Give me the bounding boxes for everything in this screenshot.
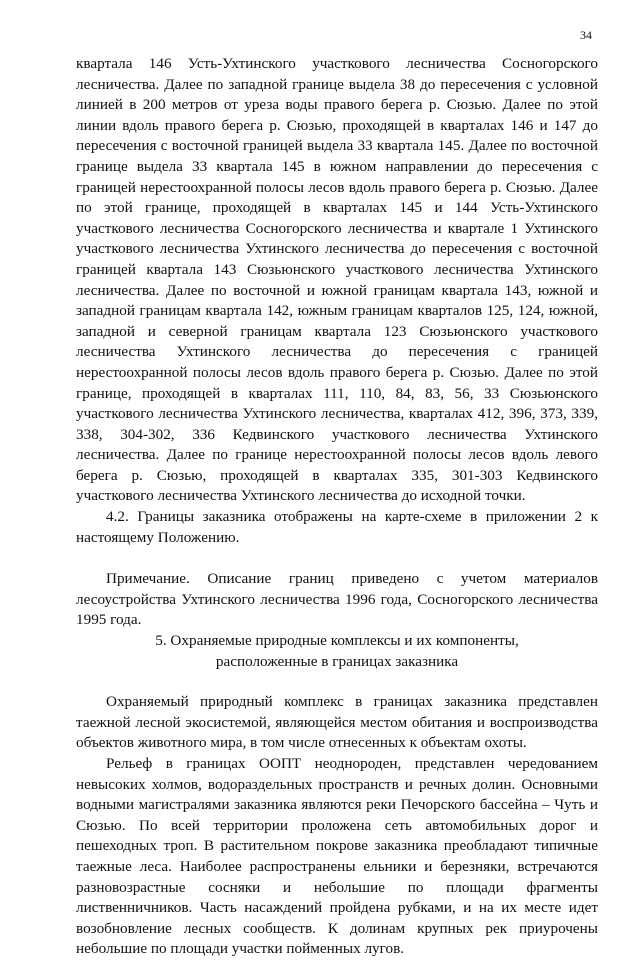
document-body	[76, 54, 598, 960]
page-number: 34	[580, 28, 592, 42]
section-heading-line-1: 5. Охраняемые природные комплексы и их компоненты,	[155, 632, 519, 650]
note-paragraph: Примечание. Описание границ приведено с учетом материалов лесоустройства Ухтинского лесничества 1996 года, Сосногорского лесничества 1995 года.	[76, 570, 598, 629]
section-heading-line-2: расположенные в границах заказника	[215, 652, 459, 670]
protected-complex-paragraph: Охраняемый природный комплекс в границах заказника представлен таежной лесной экосистемой, являющейся местом обитания и воспроизводства объектов животного мира, в том числе отнесенных к объектам охоты.	[76, 693, 598, 752]
relief-paragraph: Рельеф в границах ООПТ неоднороден, представлен чередованием невысоких холмов, водораздельных пространств и речных долин. Основными водными магистралями заказника являются реки Печорского бассейна – Чуть и Сюзью. По всей территории проложена сеть автомобильных дорог и пешеходных троп. В растительном покрове заказника преобладают типичные таежные леса. Наиболее распространены ельники и березняки, встречаются разновозрастные сосняки и небольшие по площади фрагменты лиственничников. Часть насаждений пройдена рубками, и на их месте идет возобновление лесных сообществ. К долинам крупных рек приурочены небольшие по площади участки пойменных лугов.	[76, 755, 598, 958]
boundary-description-paragraph: квартала 146 Усть-Ухтинского участкового лесничества Сосногорского лесничества. Далее по западной границе выдела 38 до пересечения с условной линией в 200 метров от уреза воды правого берега р. Сюзью. Далее по этой линии вдоль правого берега р. Сюзью, проходящей в кварталах 146 и 147 до пересечения с восточной границей выдела 33 квартала 145. Далее по восточной границе выдела 33 квартала 145 в южном направлении до пересечения с границей нерестоохранной полосы лесов вдоль правого берега р. Сюзью. Далее по этой границе, проходящей в кварталах 145 и 144 Усть-Ухтинского участкового лесничества Сосногорского лесничества и квартале 1 Ухтинского участкового лесничества Ухтинского лесничества до пересечения с восточной границей квартала 143 Сюзьюнского участкового лесничества Ухтинского лесничества. Далее по восточной и южной границам квартала 143, южной и западной границам квартала 142, южным границам кварталов 125, 124, южной, западной и северной границам квартала 123 Сюзьюнского участкового лесничества Ухтинского лесничества до пересечения с границей нерестоохранной полосы лесов вдоль правого берега р. Сюзью. Далее по этой границе, проходящей в кварталах 111, 110, 84, 83, 56, 33 Сюзьюнского участкового лесничества Ухтинского лесничества, кварталах 412, 396, 373, 339, 338, 304-302, 336 Кедвинского участкового лесничества Ухтинского лесничества. Далее по границе нерестоохранной полосы лесов вдоль левого берега р. Сюзью, проходящей в кварталах 335, 301-303 Кедвинского участкового лесничества Ухтинского лесничества до исходной точки.	[76, 55, 598, 505]
map-reference-paragraph: 4.2. Границы заказника отображены на карте-схеме в приложении 2 к настоящему Положению.	[76, 508, 598, 546]
